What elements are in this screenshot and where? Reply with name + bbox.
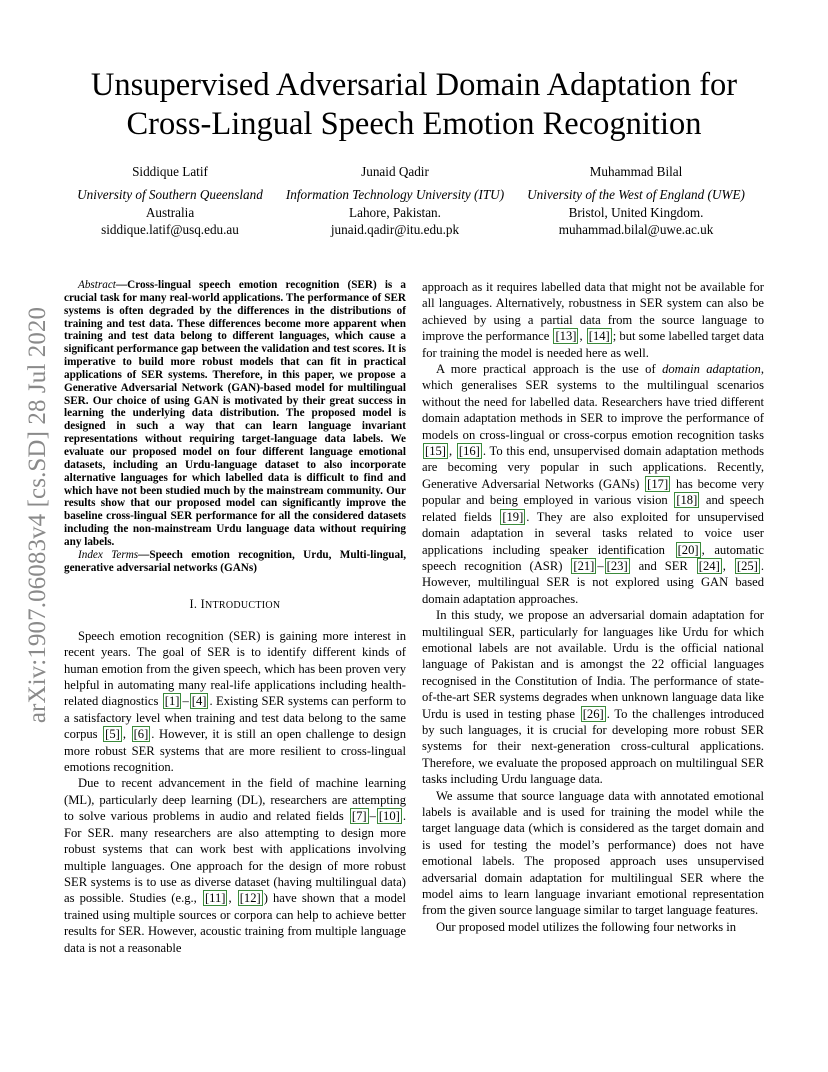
citation-link[interactable]: [7] — [351, 809, 367, 824]
paragraph: A more practical approach is the use of domain adaptation, which generalises SER systems to the multilingual scenarios without the need for labelled data. Researchers have tried different domain adaptation methods in SER to improve the performance of models on cross-lingual or cross-corpus emotion recognition tasks [15] , [16] . To this end, unsupervised domain adaptation methods are becoming very popular in such applications. Recently, Generative Adversarial Networks (GANs) [17] has become very popular and being employed in various vision [18] and speech related fields [19] . They are also exploited for unsupervised domain adaptation in several tasks related to voice user applications including speaker identification [20] , automatic speech recognition (ASR) [21] – [23] and SER [24] , [25] . However, multilingual SER is not explored using GAN based domain adaptation approaches. — [422, 362, 765, 606]
paragraph: Due to recent advancement in the field of machine learning (ML), particularly deep learning (DL), researchers are attempting to solve various problems in audio and related fields [7] – [10] . For SER. many researchers are also attempting to design more robust systems that can work best with applications involving multiple languages. One approach for the design of more robust SER systems is to use as diverse dataset (having multilingual data) as possible. Studies (e.g., [11] , [12] ) have shown that a model trained using multiple sources or corpora can help to achieve better results for SER. However, acoustic training from multiple language data is not a reasonable — [64, 776, 406, 955]
right-column — [422, 279, 764, 935]
author-email: siddique.latif@usq.edu.au — [101, 221, 239, 237]
author-name: Junaid Qadir — [361, 164, 429, 179]
index-terms-label: Index Terms — [78, 548, 139, 561]
paragraph: approach as it requires labelled data that might not be available for all languages. Alternatively, robustness in SER system can also be achieved by using a partial data from the source language to improve the performance [13] , [14] ; but some labelled target data for training the model is needed here as well. — [422, 280, 764, 360]
citation-link[interactable]: [25] — [736, 558, 758, 573]
arxiv-identifier: arXiv:1907.06083v4 [cs.SD] 28 Jul 2020 — [24, 306, 51, 724]
citation-link[interactable]: [20] — [677, 542, 699, 557]
citation-link[interactable]: [18] — [676, 493, 698, 508]
author-email: muhammad.bilal@uwe.ac.uk — [558, 221, 714, 237]
author-affiliation: University of Southern Queensland — [77, 187, 263, 203]
citation-link[interactable]: [17] — [647, 476, 669, 491]
citation-link[interactable]: [19] — [502, 509, 524, 524]
paragraph: Our proposed model utilizes the following four networks in — [436, 919, 737, 934]
citation-link[interactable]: [11] — [204, 891, 226, 906]
paragraph: We assume that source language data with annotated emotional labels is available and is used for training the model while the target language data (which is considered as the target domain and is used for testing the model’s performance) does not have emotional labels. The proposed approach uses unsupervised adversarial domain adaptation for multilingual SER where the model aims to learn language invariant emotional representation from the given source language similar to target language features. — [422, 788, 764, 918]
author-affiliation: University of the West of England (UWE) — [527, 187, 745, 203]
section-heading: I. INTRODUCTION — [189, 597, 281, 612]
abstract-label: Abstract — [78, 279, 116, 291]
citation-link[interactable]: [16] — [458, 444, 480, 459]
abstract-text: —Cross-lingual speech emotion recognition (SER) is a crucial task for many real-world applications. The performance of SER systems is often degraded by the differences in the distributions of training and test data. These differences become more apparent when training and test data belong to different languages, which cause a significant performance gap between the validation and test scores. It is imperative to build more robust models that can fit in practical applications of SER systems. Therefore, in this paper, we propose a Generative Adversarial Network (GAN)-based model for multilingual SER. Our choice of using GAN is motivated by their great success in learning the underlying data distribution. The proposed model is designed in such a way that can learn language invariant representations without requiring target-language data labels. We evaluate our proposed model on four different language emotional datasets, including an Urdu-language dataset to also incorporate alternative languages for which labelled data is difficult to find and which have not been studied much by the mainstream community. Our results show that our proposed model can significantly improve the baseline cross-lingual SER performance for all the considered datasets including the non-mainstream Urdu language data without requiring any labels. — [64, 279, 406, 548]
title-line-2: Cross-Lingual Speech Emotion Recognition — [126, 106, 702, 142]
citation-link[interactable]: [13] — [555, 329, 577, 344]
paragraph: Speech emotion recognition (SER) is gaining more interest in recent years. The goal of SER is to identify different kinds of human emotion from the given speech, which has been proven very helpful in automating many real-life applications including health-related diagnostics [1] – [4] . Existing SER systems can perform to a satisfactory level when training and test data belong to the same corpus [5] , [6] . However, it is still an open challenge to design more robust SER systems that are more resilient to cross-lingual emotions recognition. — [64, 628, 406, 775]
citation-link[interactable]: [10] — [378, 809, 400, 824]
citation-link[interactable]: [24] — [698, 558, 720, 573]
left-column — [64, 279, 406, 956]
citation-link[interactable]: [5] — [105, 727, 120, 742]
citation-link[interactable]: [26] — [582, 706, 604, 721]
citation-link[interactable]: [12] — [239, 891, 261, 906]
paper-title — [40, 66, 788, 144]
citation-link[interactable]: [15] — [425, 444, 446, 459]
arxiv-sidebar — [12, 295, 64, 735]
author-name: Siddique Latif — [132, 164, 208, 179]
author-block-1 — [70, 163, 270, 238]
paragraph: In this study, we propose an adversarial domain adaptation for multilingual SER, particularly for languages like Urdu for which emotional labels are not available. Urdu is the official national language of Pakistan and is amongst the 22 official languages recognised in the Constitution of India. The performance of state-of-the-art SER systems degrades when unknown language data like Urdu is used in testing phase [26] . To the challenges introduced by such languages, it is crucial for developing more robust SER systems for their next-generation cross-cultural applications. Therefore, we evaluate the proposed approach on multilingual SER tasks including Urdu language data. — [422, 608, 765, 787]
author-email: junaid.qadir@itu.edu.pk — [330, 221, 460, 237]
index-terms-text: —Speech emotion recognition, Urdu, Multi-lingual, generative adversarial networks (GANs) — [64, 548, 406, 574]
citation-link[interactable]: [4] — [191, 694, 207, 709]
index-terms — [64, 549, 406, 575]
citation-link[interactable]: [14] — [588, 329, 610, 344]
citation-link[interactable]: [1] — [164, 694, 180, 709]
author-block-2 — [279, 163, 511, 238]
author-location: Bristol, United Kingdom. — [568, 204, 704, 220]
citation-link[interactable]: [23] — [606, 558, 628, 573]
title-line-1: Unsupervised Adversarial Domain Adaptation for — [90, 67, 738, 103]
author-name: Muhammad Bilal — [589, 164, 683, 179]
author-block-3 — [516, 163, 756, 238]
author-location: Australia — [145, 204, 195, 220]
author-location: Lahore, Pakistan. — [349, 204, 441, 220]
abstract — [64, 279, 406, 549]
citation-link[interactable]: [6] — [133, 727, 149, 742]
citation-link[interactable]: [21] — [573, 558, 595, 573]
author-affiliation: Information Technology University (ITU) — [285, 187, 505, 203]
